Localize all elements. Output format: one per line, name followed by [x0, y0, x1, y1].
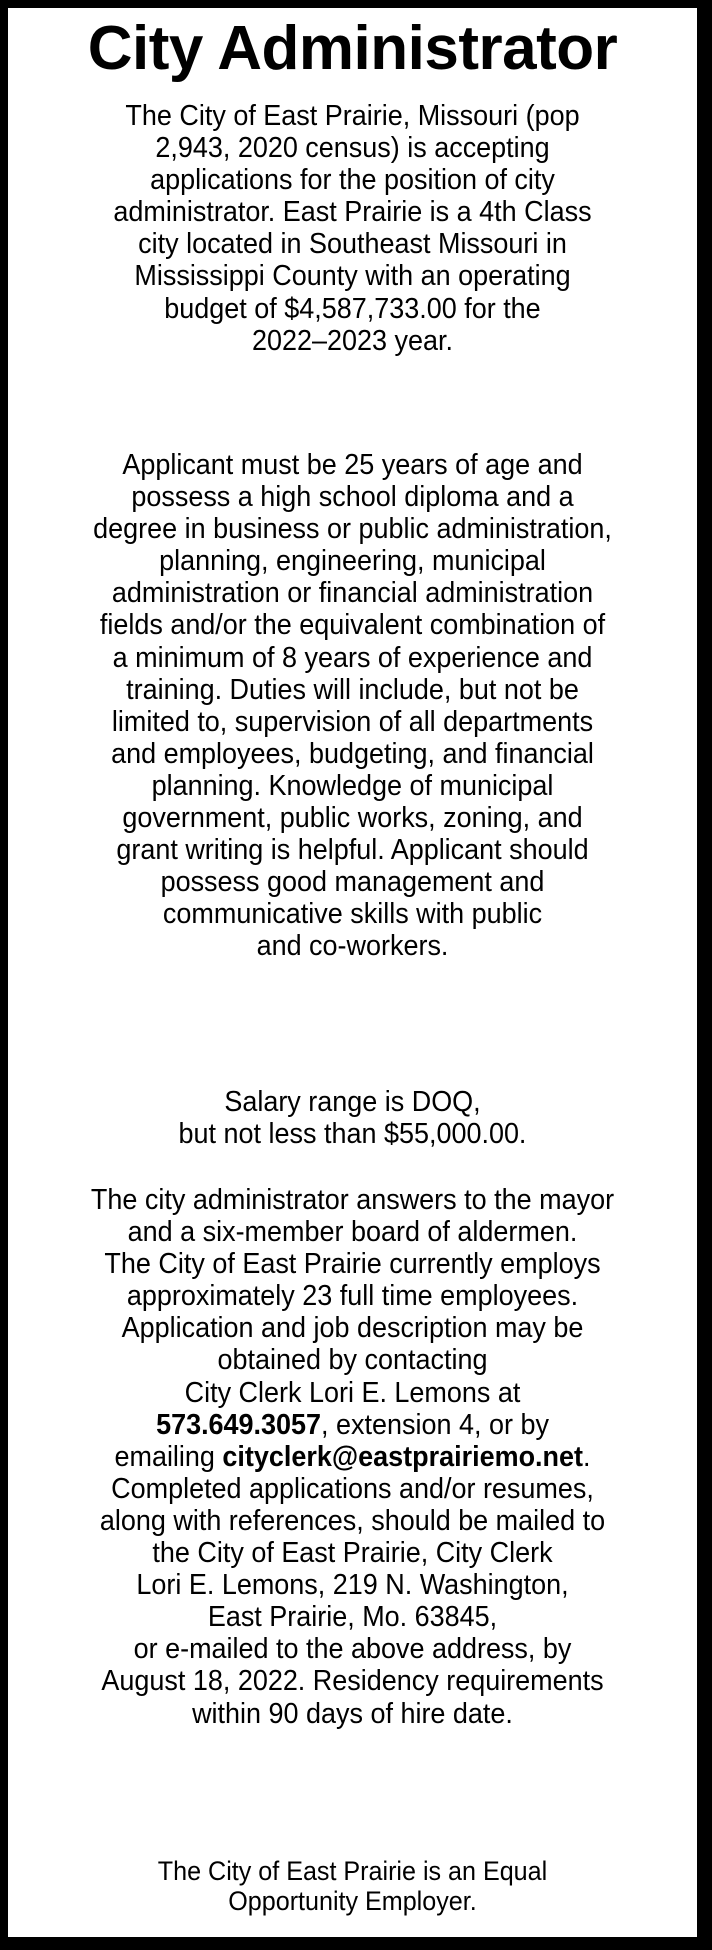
text-line: administrator. East Prairie is a 4th Class: [113, 196, 592, 229]
text-line: government, public works, zoning, and: [122, 802, 583, 835]
text-line: administration or financial administration: [111, 577, 594, 610]
email-address[interactable]: cityclerk@eastprairiemo.net: [222, 1440, 584, 1473]
email-line: [32, 1441, 673, 1473]
text-line: Completed applications and/or resumes,: [111, 1472, 594, 1505]
text-line: The city administrator answers to the mayor: [90, 1184, 615, 1216]
text-line: within 90 days of hire date.: [192, 1697, 513, 1730]
text-line: Opportunity Employer.: [228, 1886, 477, 1916]
text-line: fields and/or the equivalent combination of: [99, 609, 606, 642]
eoe-statement: [8, 1856, 697, 1916]
application-paragraph: [8, 1184, 697, 1730]
text-line: Salary range is DOQ,: [224, 1086, 481, 1118]
requirements-paragraph: [8, 449, 697, 963]
text-line: The City of East Prairie currently employs: [104, 1248, 601, 1281]
text-line: approximately 23 full time employees.: [126, 1280, 579, 1313]
text-line: 2,943, 2020 census) is accepting: [155, 132, 550, 165]
text-line: East Prairie, Mo. 63845,: [207, 1601, 498, 1634]
text-line: City Clerk Lori E. Lemons at: [184, 1376, 521, 1409]
text-line: and employees, budgeting, and financial: [111, 737, 594, 770]
text-line: city located in Southeast Missouri in: [138, 228, 567, 261]
text-line: August 18, 2022. Residency requirements: [101, 1665, 604, 1698]
text-line: obtained by contacting: [217, 1344, 488, 1377]
email-prefix: emailing: [114, 1440, 223, 1473]
text-line: grant writing is helpful. Applicant should: [116, 834, 589, 867]
text-line: 2022–2023 year.: [252, 324, 453, 357]
intro-paragraph: [8, 100, 697, 357]
text-line: Application and job description may be: [121, 1312, 584, 1345]
ad-title: City Administrator: [87, 14, 618, 83]
text-line: limited to, supervision of all departments: [111, 705, 594, 738]
text-line: Mississippi County with an operating: [134, 260, 571, 293]
text-line: planning, engineering, municipal: [159, 545, 546, 578]
text-line: but not less than $55,000.00.: [178, 1118, 527, 1151]
text-line: and a six-member board of aldermen.: [127, 1216, 578, 1249]
text-line: The City of East Prairie, Missouri (pop: [125, 100, 580, 132]
ad-frame: [8, 8, 697, 1937]
text-line: Lori E. Lemons, 219 N. Washington,: [136, 1569, 569, 1602]
text-line: communicative skills with public: [162, 898, 543, 931]
text-line: applications for the position of city: [150, 164, 555, 197]
text-line: training. Duties will include, but not be: [126, 673, 579, 706]
text-line: possess a high school diploma and a: [131, 481, 574, 514]
phone-number[interactable]: 573.649.3057: [156, 1408, 322, 1441]
text-line: planning. Knowledge of municipal: [151, 769, 554, 802]
email-suffix: .: [583, 1440, 591, 1473]
text-line: or e-mailed to the above address, by: [133, 1633, 572, 1666]
salary-paragraph: [8, 1086, 697, 1150]
text-line: Applicant must be 25 years of age and: [122, 449, 583, 481]
text-line: and co-workers.: [256, 930, 449, 963]
text-line: along with references, should be mailed to: [99, 1504, 606, 1537]
text-line: degree in business or public administration,: [93, 513, 612, 546]
phone-line: [32, 1409, 673, 1441]
text-line: The City of East Prairie is an Equal: [157, 1856, 548, 1886]
text-line: possess good management and: [160, 866, 545, 899]
text-line: a minimum of 8 years of experience and: [112, 641, 593, 674]
text-line: budget of $4,587,733.00 for the: [164, 292, 541, 325]
text-line: the City of East Prairie, City Clerk: [152, 1537, 553, 1570]
phone-suffix: , extension 4, or by: [321, 1408, 549, 1441]
